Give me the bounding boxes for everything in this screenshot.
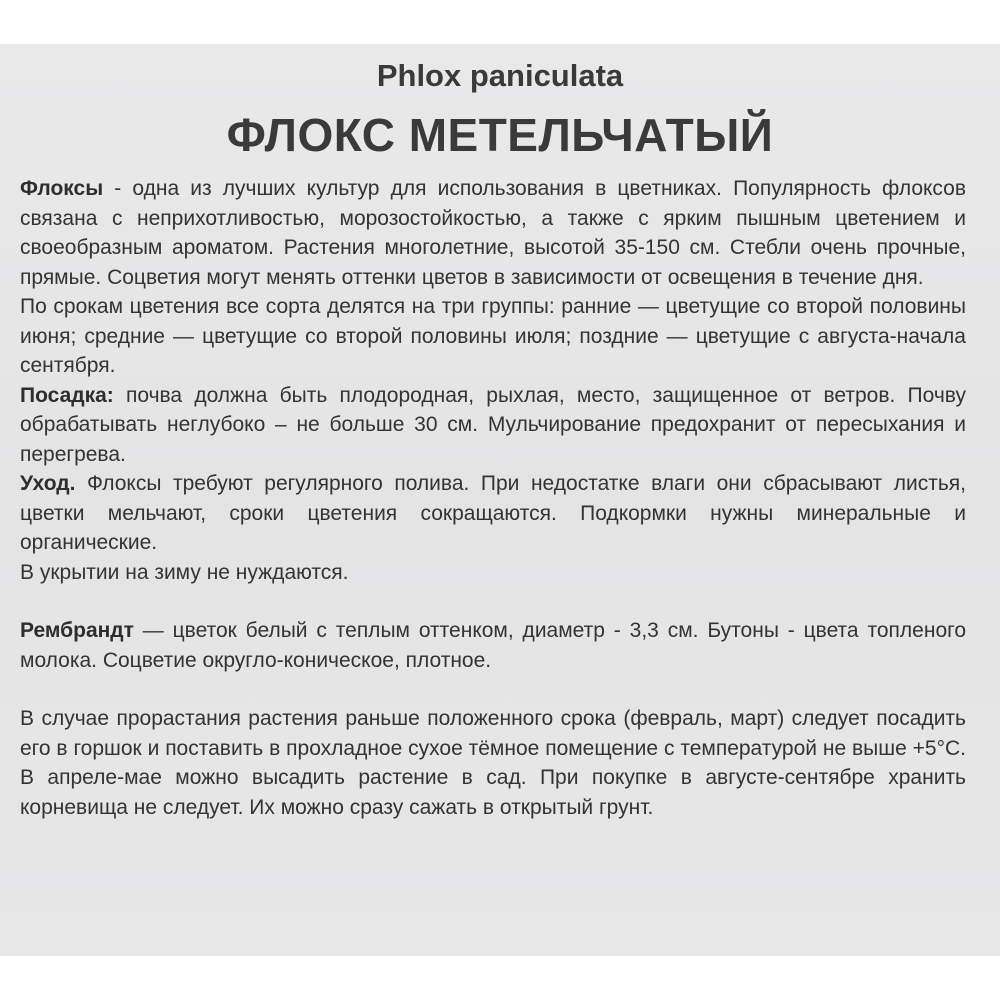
winter-text: В укрытии на зиму не нуждаются. (20, 560, 349, 584)
planting-paragraph (20, 381, 966, 470)
storage-text: В случае прорастания растения раньше положенного срока (февраль, март) следует посадить его в горшок и поставить в прохладное сухое тёмное помещение с температурой не выше +5°С. В апреле-мае можно высадить растение в сад. При покупке в августе-сентябре хранить корневища не следует. Их можно сразу сажать в открытый грунт. (20, 707, 966, 819)
russian-name-title: ФЛОКС МЕТЕЛЬЧАТЫЙ (226, 109, 774, 161)
storage-paragraph (20, 704, 966, 822)
spacer (20, 675, 966, 704)
care-text: Флоксы требуют регулярного полива. При недостатке влаги они сбрасывают листья, цветки мельчают, сроки цветения сокращаются. Подкормки нужны минеральные и органические. (20, 472, 966, 554)
seed-packet-label (0, 44, 1000, 956)
care-term: Уход. (20, 472, 76, 495)
intro-text: - одна из лучших культур для использования в цветниках. Популярность флоксов связана с неприхотливостью, морозостойкостью, а также с ярким пышным цветением и своеобразным ароматом. Растения многолетние, высотой 35-150 см. Стебли очень прочные, прямые. Соцветия могут менять оттенки цветов в зависимости от освещения в течение дня. (20, 177, 966, 289)
latin-name-title: Phlox paniculata (376, 58, 624, 93)
spacer (20, 587, 966, 616)
description-body (20, 174, 966, 822)
variety-text: — цветок белый с теплым оттенком, диаметр - 3,3 см. Бутоны - цвета топленого молока. Соцветие округло-коническое, плотное. (20, 619, 966, 672)
winter-paragraph (20, 558, 966, 588)
variety-paragraph (20, 616, 966, 675)
groups-paragraph (20, 292, 966, 381)
groups-text: По срокам цветения все сорта делятся на три группы: ранние — цветущие со второй половины июня; средние — цветущие со второй половины июля; поздние — цветущие с августа-начала сентября. (20, 295, 966, 377)
planting-text: почва должна быть плодородная, рыхлая, место, защищенное от ветров. Почву обрабатывать неглубоко – не больше 30 см. Мульчирование предохранит от пересыхания и перегрева. (20, 383, 966, 466)
intro-paragraph (20, 174, 966, 292)
variety-term: Рембрандт (20, 619, 134, 642)
planting-term: Посадка: (20, 383, 114, 407)
intro-term: Флоксы (20, 177, 104, 200)
care-paragraph (20, 469, 966, 558)
